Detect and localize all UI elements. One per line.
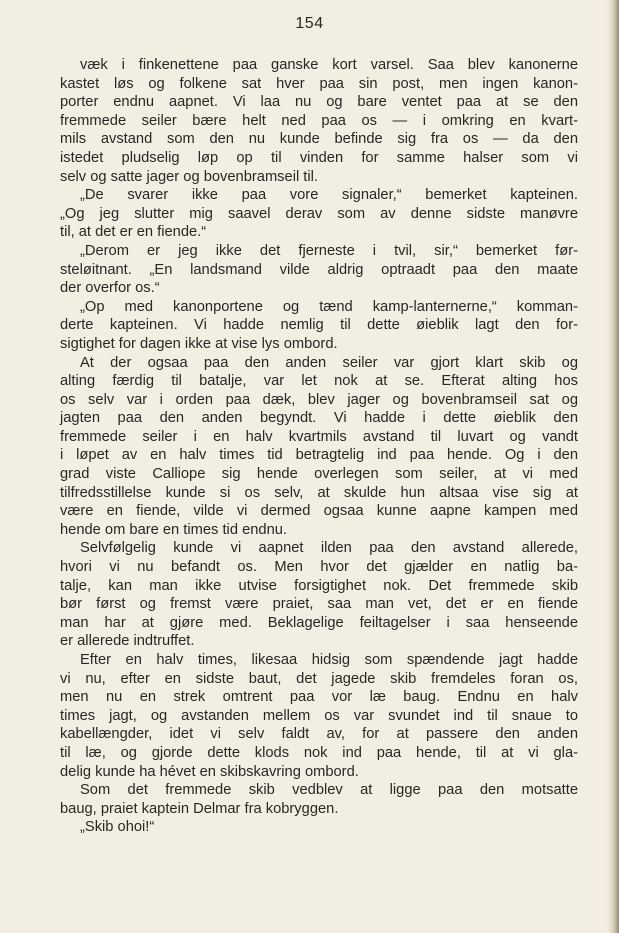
paragraph bbox=[60, 354, 578, 540]
paragraph bbox=[60, 56, 578, 186]
text-line: til, at det er en fiende.“ bbox=[60, 224, 207, 241]
text-line: derte kapteinen. Vi hadde nemlig til dette øieblik lagt den for- bbox=[60, 317, 578, 334]
page-edge-shadow bbox=[607, 0, 619, 933]
text-line: væk i finkenettene paa ganske kort varsel. Saa blev kanonerne bbox=[80, 57, 578, 73]
text-line: vi nu, efter en sidste baut, det jagede skib fremdeles foran os, bbox=[60, 670, 578, 687]
text-line: Efter en halv times, likesaa hidsig som spændende jagt hadde bbox=[80, 652, 578, 668]
text-line: „Derom er jeg ikke det fjerneste i tvil, sir,“ bemerket før- bbox=[80, 242, 578, 259]
text-line: Selvfølgelig kunde vi aapnet ilden paa den avstand allerede, bbox=[80, 540, 578, 557]
text-line: talje, kan man ikke utvise forsigtighet nok. Det fremmede skib bbox=[60, 577, 578, 594]
text-line: kastet løs og folkene sat hver paa sin post, men ingen kanon- bbox=[60, 75, 578, 92]
text-line: grad viste Calliope sig hende overlegen som seiler, at vi med bbox=[60, 466, 578, 483]
text-line: „Og jeg slutter mig saavel derav som av denne sidste manøvre bbox=[60, 205, 578, 222]
text-line: hvori vi nu befandt os. Men hvor det gjælder en natlig ba- bbox=[60, 559, 578, 576]
page-number: 154 bbox=[295, 15, 324, 32]
text-line: tilfredsstillelse kunde si os selv, at skulde hun altsaa vise sig at bbox=[60, 484, 578, 501]
text-line: sigtighet for dagen ikke at vise lys ombord. bbox=[60, 335, 338, 352]
body-text bbox=[60, 56, 578, 837]
paragraph bbox=[60, 539, 578, 651]
text-line: til læ, og gjorde dette klods nok ind paa hende, til at vi gla- bbox=[60, 744, 578, 761]
text-line: hende om bare en times tid endnu. bbox=[60, 521, 287, 538]
text-line: er allerede indtruffet. bbox=[60, 633, 195, 650]
text-line: porter endnu aapnet. Vi laa nu og bare ventet paa at se den bbox=[60, 94, 578, 111]
paragraph bbox=[60, 818, 578, 837]
text-line: „Skib ohoi!“ bbox=[80, 819, 155, 836]
text-line: selv og satte jager og bovenbramseil til. bbox=[60, 168, 318, 185]
text-line: steløitnant. „En landsmand vilde aldrig optraadt paa den maate bbox=[60, 261, 578, 278]
text-line: baug, praiet kaptein Delmar fra kobryggen. bbox=[60, 800, 339, 817]
text-line: i løpet av en halv times tid betragtelig ind paa hende. Og i den bbox=[60, 447, 578, 464]
text-line: times jagt, og avstanden mellem os var svundet ind til snaue to bbox=[60, 707, 578, 724]
text-line: mils avstand som den nu kunde befinde sig fra os — da den bbox=[60, 131, 578, 148]
text-line: delig kunde ha hévet en skibskavring ombord. bbox=[60, 763, 359, 780]
text-line: fremmede seiler bære helt ned paa os — i omkring en kvart- bbox=[60, 112, 578, 129]
text-line: istedet pludselig løp op til vinden for samme halser som vi bbox=[60, 149, 578, 166]
paragraph bbox=[60, 781, 578, 818]
text-line: Som det fremmede skib vedblev at ligge paa den motsatte bbox=[80, 782, 578, 799]
text-line: At der ogsaa paa den anden seiler var gjort klart skib og bbox=[80, 354, 578, 371]
text-line: være en fiende, vilde vi dermed ogsaa kunne aapne kampen med bbox=[60, 503, 578, 520]
paragraph bbox=[60, 651, 578, 781]
text-line: alting færdig til batalje, var let nok at se. Efterat alting hos bbox=[60, 373, 578, 390]
text-line: jagten paa den anden begyndt. Vi hadde i dette øieblik den bbox=[60, 410, 578, 427]
text-line: der overfor os.“ bbox=[60, 280, 160, 297]
text-line: kabellængder, idet vi selv faldt av, for at passere den anden bbox=[60, 726, 578, 743]
paragraph bbox=[60, 186, 578, 242]
paragraph bbox=[60, 242, 578, 298]
text-line: men nu en strek omtrent paa vor læ baug. Endnu en halv bbox=[60, 689, 578, 706]
text-line: „Op med kanonportene og tænd kamp-lanternerne,“ komman- bbox=[80, 298, 578, 315]
paragraph bbox=[60, 298, 578, 354]
text-line: fremmede seiler i en halv kvartmils avstand til luvart og vandt bbox=[60, 428, 578, 445]
text-line: os selv var i orden paa dæk, blev jager og bovenbramseil sat og bbox=[60, 391, 578, 408]
text-line: „De svarer ikke paa vore signaler,“ bemerket kapteinen. bbox=[80, 187, 578, 204]
text-line: bør først og fremst være praiet, saa man vet, det er en fiende bbox=[60, 596, 578, 613]
text-line: man har at gjøre med. Beklagelige feiltagelser i saa henseende bbox=[60, 614, 578, 631]
